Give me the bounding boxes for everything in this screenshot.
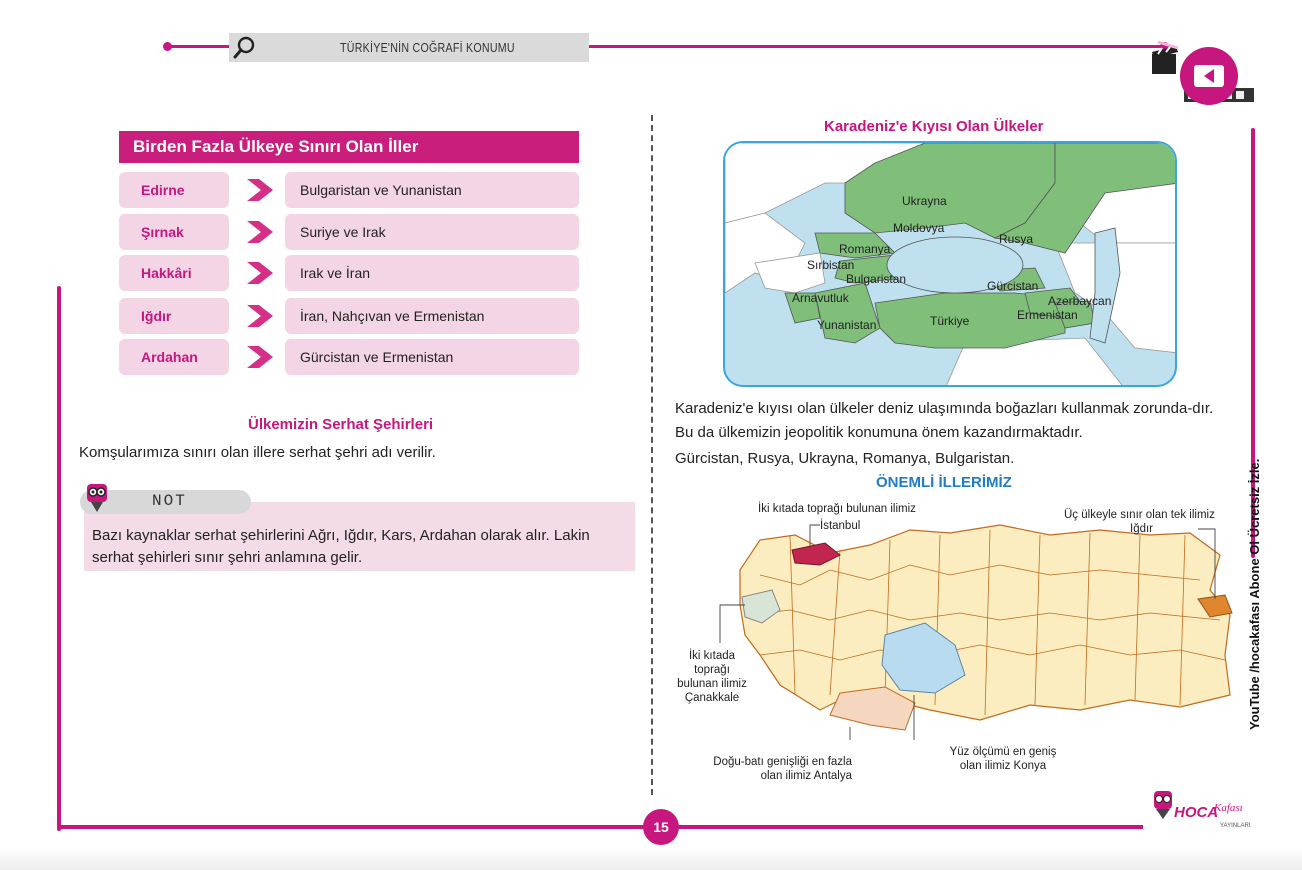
table-row-city: Hakkâri [119,255,229,291]
table-row-neighbors: Bulgaristan ve Yunanistan [285,172,579,208]
magnifier-icon [232,35,258,61]
svg-text:HOCA: HOCA [1174,804,1219,821]
table-row-city: Edirne [119,172,229,208]
chevron-right-icon [245,344,275,370]
svg-text:YAYINLARI: YAYINLARI [1220,823,1251,829]
page-header-title: TÜRKİYE'NİN COĞRAFİ KONUMU [340,40,515,55]
map-label-moldovya: Moldovya [893,221,945,235]
map-label-yunanistan: Yunanistan [817,318,877,332]
svg-text:Kafası: Kafası [1214,802,1243,814]
serhat-section-title: Ülkemizin Serhat Şehirleri [248,416,434,433]
annotation-igdir-desc: Üç ülkeyle sınır olan tek ilimiz [1064,509,1215,521]
video-play-icon[interactable] [1148,38,1258,110]
table-row-neighbors: Irak ve İran [285,255,579,291]
table-row-city: Şırnak [119,214,229,250]
map-label-ukrayna: Ukrayna [902,194,947,208]
mascot-icon [83,478,111,514]
map-label-romanya: Romanya [839,242,891,256]
table-row-city: Ardahan [119,339,229,375]
map-label-sirbistan: Sırbistan [807,258,855,272]
table-row-neighbors: İran, Nahçıvan ve Ermenistan [285,298,579,334]
column-divider [651,115,653,795]
annotation-istanbul-desc: İki kıtada toprağı bulunan ilimiz [758,503,916,515]
table-row-city: Iğdır [119,298,229,334]
annotation-antalya: Doğu-batı genişliği en fazla olan ilimiz Antalya [713,756,852,782]
chevron-right-icon [245,177,275,203]
bottom-frame-line-right [677,825,1143,829]
black-sea-map-title: Karadeniz'e Kıyısı Olan Ülkeler [824,118,1044,135]
table-row-neighbors: Gürcistan ve Ermenistan [285,339,579,375]
border-provinces-table-title: Birden Fazla Ülkeye Sınırı Olan İller [119,131,579,163]
chevron-right-icon [245,219,275,245]
turkey-provinces-map [700,495,1245,740]
note-label: NOT [152,492,187,510]
chevron-right-icon [245,303,275,329]
map-label-turkiye: Türkiye [930,314,970,328]
annotation-konya: Yüz ölçümü en geniş olan ilimiz Konya [949,746,1057,772]
map-label-ermenistan: Ermenistan [1017,308,1078,322]
bottom-shadow [0,848,1302,870]
header-line-right [589,45,1164,48]
bottom-frame-line-left [57,825,645,829]
page-number: 15 [643,809,679,845]
note-text: Bazı kaynaklar serhat şehirlerini Ağrı, Iğdır, Kars, Ardahan olarak alır. Lakin serhat şehirleri sınır şehri anlamına gelir. [92,527,590,566]
important-provinces-title: ÖNEMLİ İLLERİMİZ [876,474,1012,491]
map-label-rusya: Rusya [999,232,1034,246]
black-sea-countries-map [723,141,1177,387]
black-sea-paragraph: Karadeniz'e kıyısı olan ülkeler deniz ulaşımında boğazları kullanmak zorunda-dır. Bu da ülkemizin jeopolitik konumuna önem kazandırmaktadır. [675,400,1214,441]
annotation-istanbul: İstanbul [820,520,861,532]
header-line-left [168,45,230,48]
left-frame-line [57,286,61,831]
map-label-arnavutluk: Arnavutluk [792,291,849,305]
map-label-bulgaristan: Bulgaristan [846,272,907,286]
chevron-right-icon [245,260,275,286]
annotation-canakkale: İki kıtada toprağı bulunan ilimiz Çanakkale [677,650,747,704]
black-sea-countries-list: Gürcistan, Rusya, Ukrayna, Romanya, Bulgaristan. [675,450,1015,467]
map-label-azerbaycan: Azerbaycan [1048,294,1112,308]
table-row-neighbors: Suriye ve Irak [285,214,579,250]
youtube-promo-text[interactable]: YouTube /hocakafası Abone Ol Ücretsiz İzle. [1247,458,1262,730]
annotation-igdir: Iğdır [1130,523,1154,535]
serhat-definition-text: Komşularımıza sınırı olan illere serhat şehri adı verilir. [79,444,436,461]
map-label-gurcistan: Gürcistan [987,279,1039,293]
publisher-logo [1150,787,1260,833]
